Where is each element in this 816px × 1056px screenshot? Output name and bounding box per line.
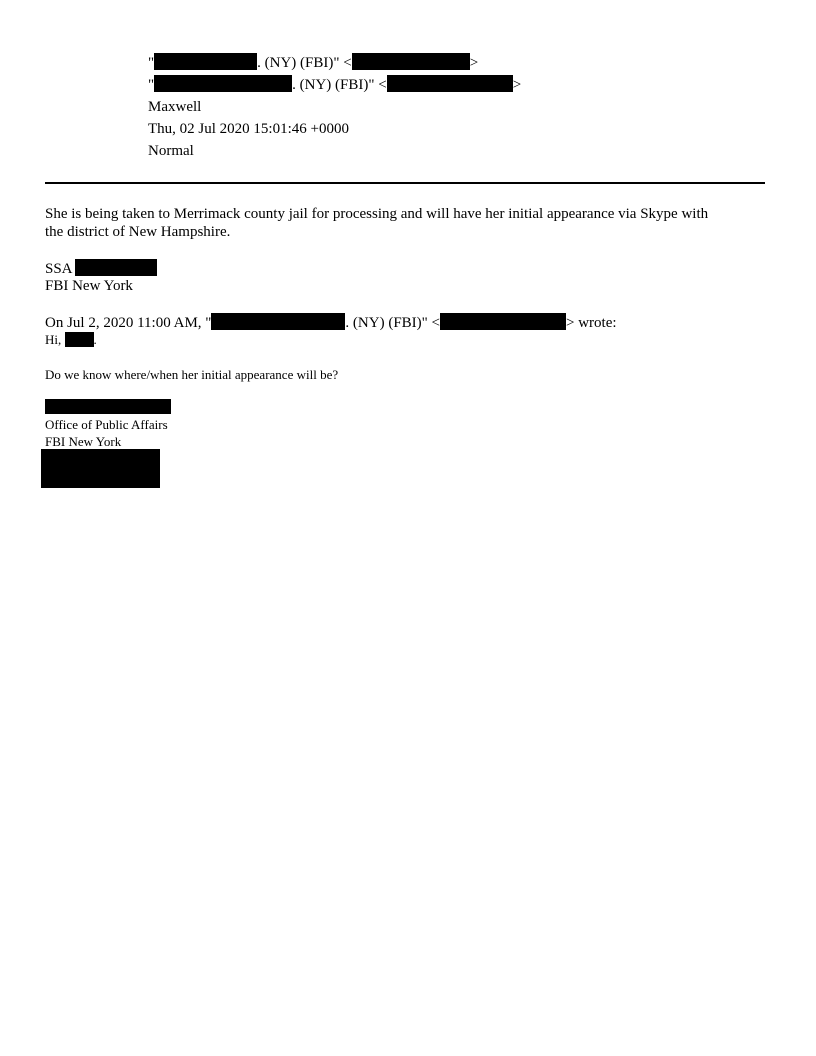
- signature-title-text: SSA: [45, 261, 72, 277]
- to-after-name: . (NY) (FBI)" <: [292, 77, 387, 93]
- to-quote-open: ": [148, 77, 155, 93]
- redacted-greeting-name: [65, 332, 94, 347]
- subject-value: Maxwell: [148, 99, 202, 115]
- importance-value: Normal: [148, 143, 194, 159]
- body-line-2: the district of New Hampshire.: [45, 224, 231, 240]
- from-quote-open: ": [148, 55, 155, 71]
- quoted-greeting: [45, 331, 97, 348]
- redacted-recipient-email: [387, 75, 513, 92]
- redacted-quoted-sender-email: [440, 313, 566, 330]
- redacted-quoted-sender-name: [211, 313, 345, 330]
- redacted-recipient-name: [154, 75, 292, 92]
- signature-office: FBI New York: [45, 278, 133, 294]
- quoted-question: Do we know where/when her initial appearance will be?: [45, 367, 339, 382]
- from-close: >: [469, 55, 479, 71]
- quoted-greeting-end: .: [93, 332, 97, 347]
- quoted-intro-start: On Jul 2, 2020 11:00 AM, ": [45, 315, 212, 331]
- redacted-contact-block: [41, 449, 160, 488]
- signature-title: [45, 259, 157, 278]
- quoted-intro-end: > wrote:: [566, 315, 617, 331]
- quoted-greeting-text: Hi,: [45, 332, 62, 347]
- redacted-sender-name: [154, 53, 257, 70]
- from-after-name: . (NY) (FBI)" <: [257, 55, 352, 71]
- date-value: Thu, 02 Jul 2020 15:01:46 +0000: [148, 121, 349, 137]
- redacted-sender-email: [352, 53, 470, 70]
- to-value: [148, 74, 521, 96]
- body-line-1: She is being taken to Merrimack county jail for processing and will have her initial appearance via Skype with: [45, 206, 709, 222]
- quoted-intro: [45, 313, 617, 332]
- quoted-signature-line-2: FBI New York: [45, 434, 122, 449]
- from-value: [148, 52, 478, 74]
- header-divider: [45, 182, 765, 184]
- quoted-signature-line-1: Office of Public Affairs: [45, 417, 168, 432]
- redacted-signature-name: [75, 259, 157, 276]
- to-close: >: [512, 77, 522, 93]
- quoted-intro-mid: . (NY) (FBI)" <: [345, 315, 440, 331]
- redacted-quoted-signature-name: [45, 399, 171, 414]
